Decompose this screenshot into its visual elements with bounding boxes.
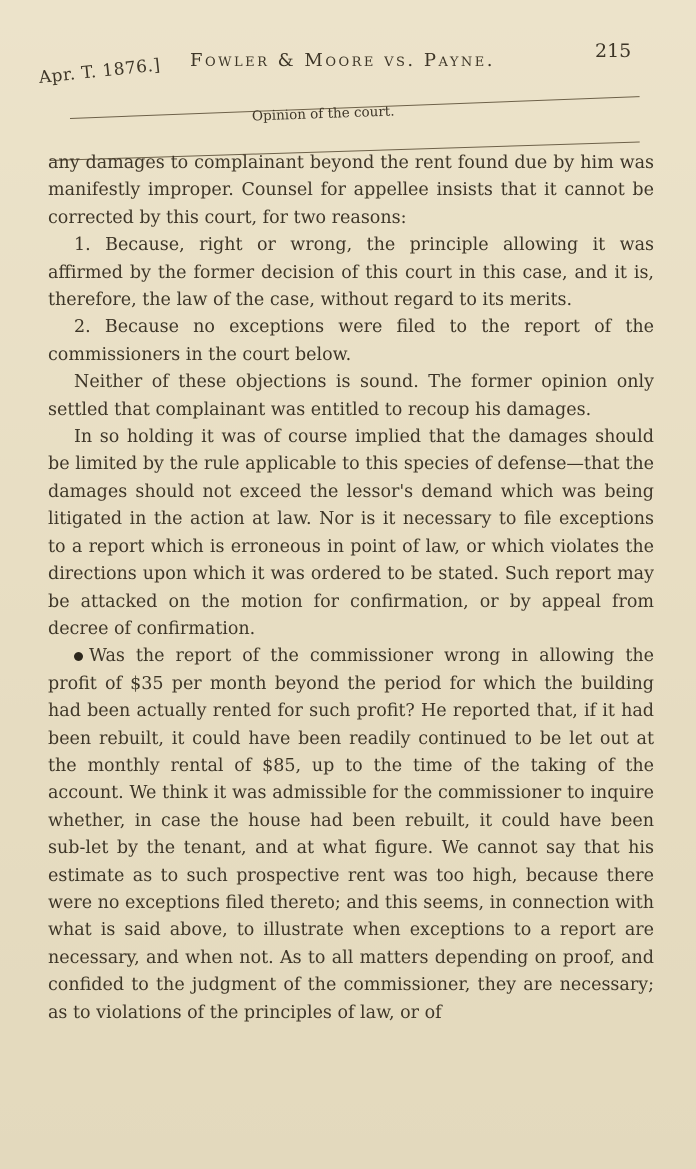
page-number: 215 [595, 40, 632, 62]
ink-mark-icon [74, 652, 83, 661]
term-label: Apr. T. 1876.] [37, 55, 162, 88]
case-title: Fowler & Moore vs. Payne. [190, 50, 496, 71]
body-text [48, 150, 654, 1027]
paragraph: In so holding it was of course implied that the damages should be limited by the rule applicable to this species of defense—that the damages should not exceed the lessor's demand which was being litigated in the action at law. Nor is it necessary to file exceptions to a report which is erroneous in point of law, or which violates the directions upon which it was ordered to be stated. Such report may be attacked on the motion for confirmation, or by appeal from decree of confirmation. [48, 427, 654, 639]
paragraph: 2. Because no exceptions were filed to the report of the commissioners in the court below. [48, 317, 654, 365]
paragraph: any damages to complainant beyond the rent found due by him was manifestly improper. Counsel for appellee insists that it cannot be corrected by this court, for two reasons: [48, 153, 654, 228]
paragraph-text: Was the report of the commissioner wrong in allowing the profit of $35 per month beyond the period for which the building had been actually rented for such profit? He reported that, if it had been rebuilt, it could have been readily continued to be let out at the monthly rental of $85, up to the time of the taking of the account. We think it was admissible for the commissioner to inquire whether, in case the house had been rebuilt, it could have been sub-let by the tenant, and at what figure. We cannot say that his estimate as to such prospective rent was too high, because there were no exceptions filed thereto; and this seems, in connection with what is said above, to illustrate when exceptions to a report are necessary, and when not. As to all matters depending on proof, and confided to the judgment of the commissioner, they are necessary; as to violations of the principles of law, or of [48, 646, 655, 1023]
paragraph: 1. Because, right or wrong, the principle allowing it was affirmed by the former decision of this court in this case, and it is, therefore, the law of the case, without regard to its merits. [48, 235, 654, 311]
paragraph-with-mark [48, 643, 654, 1027]
paragraph: Neither of these objections is sound. The former opinion only settled that complainant was entitled to recoup his damages. [48, 372, 654, 420]
running-header [37, 38, 640, 88]
section-title: Opinion of the court. [251, 103, 395, 125]
